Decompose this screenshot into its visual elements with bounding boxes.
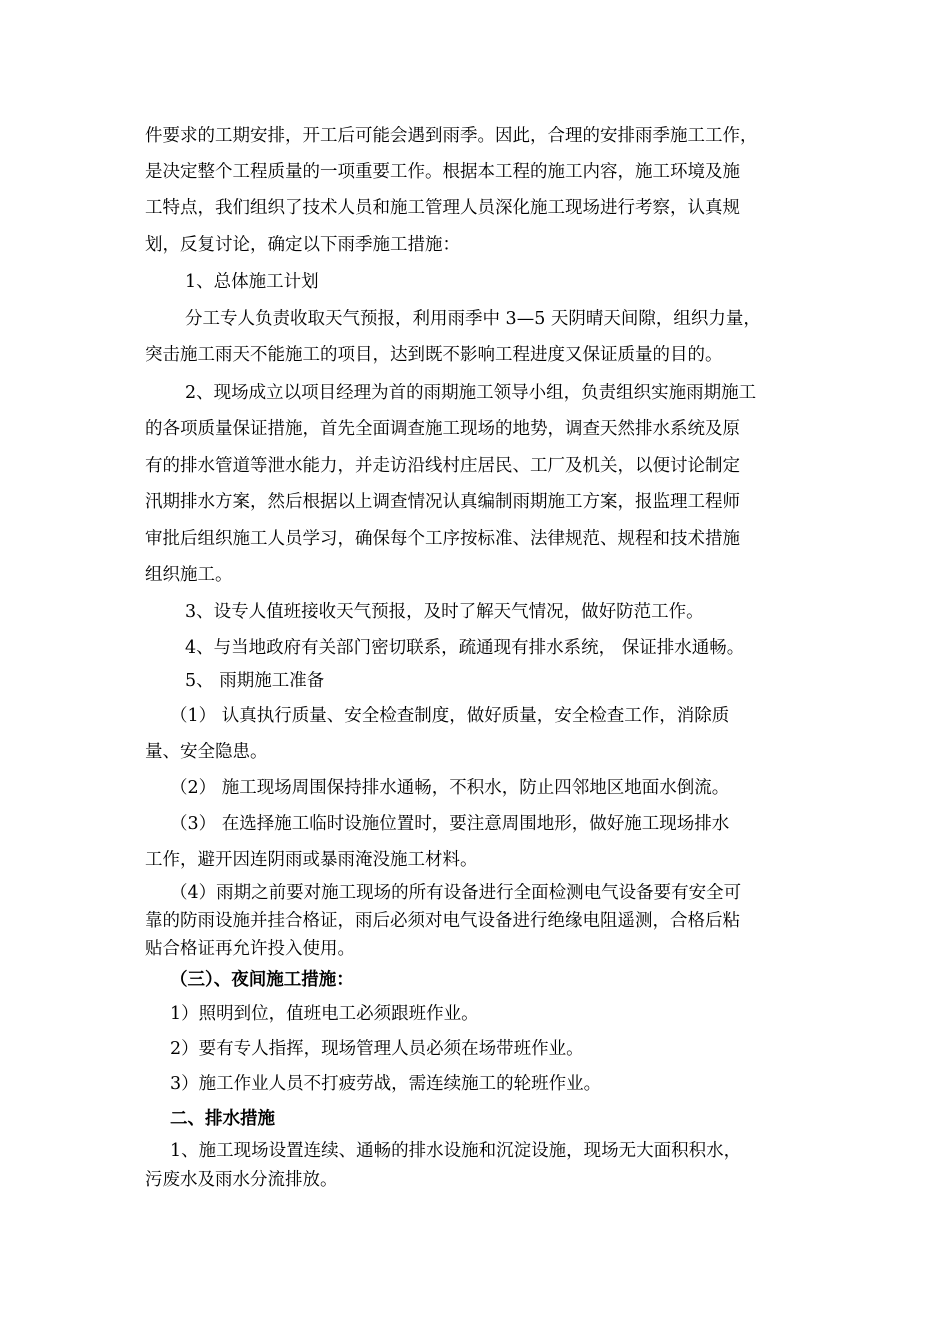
paragraph-line: （3） 在选择施工临时设施位置时，要注意周围地形，做好施工现场排水: [170, 814, 730, 834]
paragraph-line: 量、安全隐患。: [145, 742, 268, 762]
section-heading: 5、 雨期施工准备: [185, 671, 325, 691]
paragraph-line: （4）雨期之前要对施工现场的所有设备进行全面检测电气设备要有安全可: [170, 883, 742, 903]
paragraph-line: 的各项质量保证措施，首先全面调查施工现场的地势，调查天然排水系统及原: [145, 419, 740, 439]
paragraph-line: 靠的防雨设施并挂合格证，雨后必须对电气设备进行绝缘电阻遥测，合格后粘: [145, 911, 740, 931]
list-item: 2）要有专人指挥，现场管理人员必须在场带班作业。: [170, 1039, 584, 1059]
paragraph-line: 工作，避开因连阴雨或暴雨淹没施工材料。: [145, 850, 478, 870]
paragraph-line: 划，反复讨论，确定以下雨季施工措施：: [145, 235, 460, 255]
paragraph-line: 1、施工现场设置连续、通畅的排水设施和沉淀设施，现场无大面积积水，: [170, 1141, 742, 1161]
paragraph-line: 工特点，我们组织了技术人员和施工管理人员深化施工现场进行考察，认真规: [145, 198, 740, 218]
paragraph-line: 有的排水管道等泄水能力，并走访沿线村庄居民、工厂及机关，以便讨论制定: [145, 456, 740, 476]
list-item: 3）施工作业人员不打疲劳战，需连续施工的轮班作业。: [170, 1074, 602, 1094]
paragraph-line: 组织施工。: [145, 565, 233, 585]
paragraph-line: 突击施工雨天不能施工的项目，达到既不影响工程进度又保证质量的目的。: [145, 345, 723, 365]
paragraph-line: 污废水及雨水分流排放。: [145, 1170, 338, 1190]
list-item: 1）照明到位，值班电工必须跟班作业。: [170, 1004, 479, 1024]
paragraph-line: 审批后组织施工人员学习，确保每个工序按标准、法律规范、规程和技术措施: [145, 529, 740, 549]
paragraph-line: 3、设专人值班接收天气预报，及时了解天气情况，做好防范工作。: [185, 602, 704, 622]
paragraph-line: 贴合格证再允许投入使用。: [145, 939, 355, 959]
paragraph-line: 件要求的工期安排，开工后可能会遇到雨季。因此，合理的安排雨季施工工作，: [145, 126, 758, 146]
paragraph-line: 汛期排水方案，然后根据以上调查情况认真编制雨期施工方案，报监理工程师: [145, 492, 740, 512]
paragraph-line: 4、与当地政府有关部门密切联系，疏通现有排水系统， 保证排水通畅。: [185, 638, 745, 658]
paragraph-line: 2、现场成立以项目经理为首的雨期施工领导小组，负责组织实施雨期施工: [185, 383, 757, 403]
section-heading: 1、总体施工计划: [185, 272, 319, 292]
section-heading: 二、排水措施: [170, 1109, 275, 1129]
paragraph-line: 是决定整个工程质量的一项重要工作。根据本工程的施工内容，施工环境及施: [145, 162, 740, 182]
section-heading: （三）、夜间施工措施：: [170, 970, 354, 990]
paragraph-line: 分工专人负责收取天气预报，利用雨季中 3—5 天阴晴天间隙，组织力量，: [185, 309, 761, 329]
paragraph-line: （2） 施工现场周围保持排水通畅，不积水，防止四邻地区地面水倒流。: [170, 778, 730, 798]
paragraph-line: （1） 认真执行质量、安全检查制度，做好质量，安全检查工作，消除质: [170, 706, 730, 726]
